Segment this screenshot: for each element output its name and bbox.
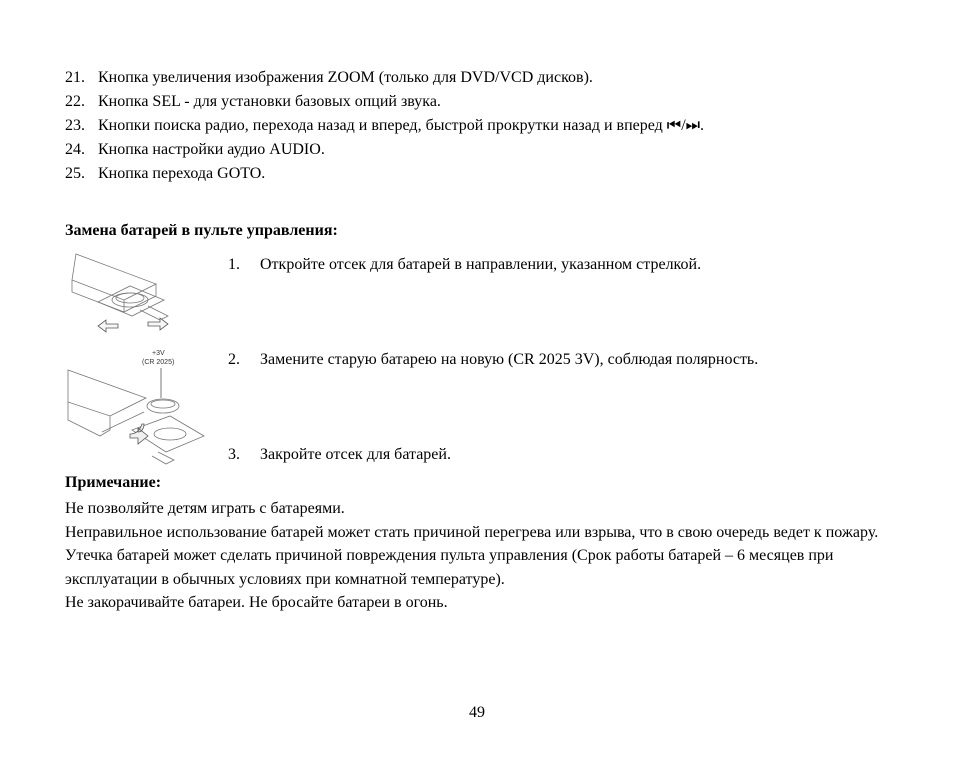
battery-step	[228, 445, 451, 465]
list-item-number: 24.	[65, 141, 85, 158]
note-line: Утечка батарей может сделать причиной повреждения пульта управления (Срок работы батарей – 6 месяцев при эксплуатации в обычных условиях при комнатной температуре).	[65, 547, 834, 588]
note-title: Примечание:	[65, 474, 162, 491]
battery-model-label: (CR 2025)	[142, 359, 175, 366]
button-description-list	[65, 67, 704, 187]
page-number: 49	[469, 704, 485, 721]
step-number: 2.	[228, 351, 240, 368]
battery-voltage-label: +3V	[152, 350, 165, 357]
list-item-number: 25.	[65, 165, 85, 182]
list-item	[65, 67, 704, 91]
open-compartment-illustration	[68, 250, 200, 336]
step-number: 3.	[228, 446, 240, 463]
step-text: Откройте отсек для батарей в направлении, указанном стрелкой.	[260, 256, 702, 273]
list-item-text: Кнопка перехода GOTO.	[98, 165, 266, 182]
list-item-text: Кнопка увеличения изображения ZOOM (только для DVD/VCD дисков).	[98, 69, 593, 86]
replace-battery-illustration	[66, 346, 206, 468]
battery-section-heading: Замена батарей в пульте управления:	[65, 222, 338, 239]
list-item-number: 22.	[65, 93, 85, 110]
note-line: Не закорачивайте батареи. Не бросайте батареи в огонь.	[65, 594, 448, 611]
list-item-text: Кнопка настройки аудио AUDIO.	[98, 141, 325, 158]
battery-step	[228, 255, 701, 275]
list-item-number: 23.	[65, 117, 85, 134]
list-item-text: Кнопка SEL - для установки базовых опций звука.	[98, 93, 441, 110]
list-item	[65, 115, 704, 139]
list-item	[65, 91, 704, 115]
step-text: Замените старую батарею на новую (CR 2025 3V), соблюдая полярность.	[260, 351, 759, 368]
list-item-number: 21.	[65, 69, 85, 86]
note-line: Неправильное использование батарей может стать причиной перегрева или взрыва, что в свою очередь ведет к пожару.	[65, 523, 879, 541]
step-number: 1.	[228, 256, 240, 273]
list-item-text: Кнопки поиска радио, перехода назад и вперед, быстрой прокрутки назад и вперед ⏮/⏭.	[98, 117, 705, 134]
step-text: Закройте отсек для батарей.	[260, 446, 451, 463]
list-item	[65, 163, 704, 187]
list-item	[65, 139, 704, 163]
battery-step	[228, 350, 758, 370]
note-body	[65, 497, 895, 615]
note-line: Не позволяйте детям играть с батареями.	[65, 500, 345, 517]
